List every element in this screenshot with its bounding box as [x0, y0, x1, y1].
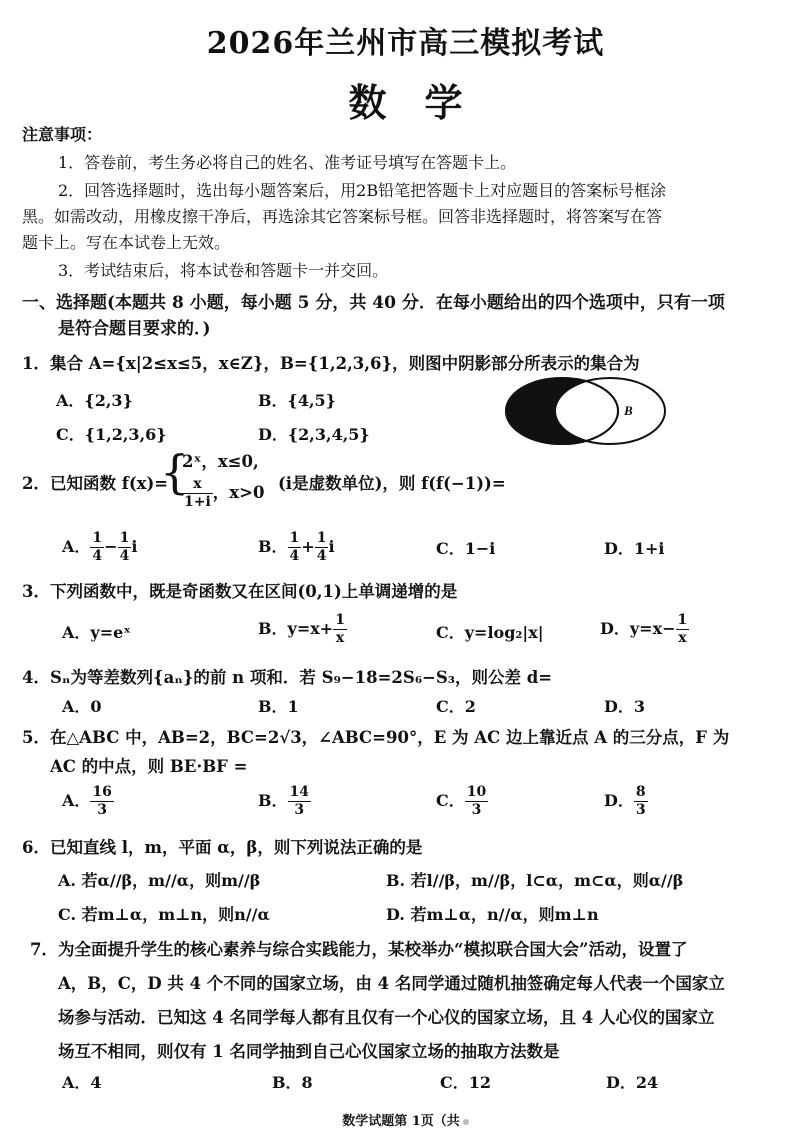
q6-option-a: A. 若α//β，m//α，则m//β: [58, 871, 261, 890]
q3-option-c: C．y=log₂|x|: [436, 623, 544, 642]
q5-option-c: C． $\frac{10}{3}$: [436, 784, 487, 818]
q3-stem: 3．下列函数中，既是奇函数又在区间(0,1)上单调递增的是: [22, 582, 458, 601]
q2-case-2: [182, 476, 264, 511]
q1-option-d: D．{2,3,4,5}: [258, 425, 370, 444]
notice-item-2-line-2: 黑。如需改动，用橡皮擦干净后，再选涂其它答案标号框。回答非选择题时，将答案写在答: [22, 207, 663, 226]
q3-option-d: D．y=x− $\frac{1}{x}$: [600, 612, 688, 646]
section-heading-line-1: 一、选择题(本题共 8 小题，每小题 5 分，共 40 分．在每小题给出的四个选项中，只有一项: [22, 293, 725, 313]
section-heading-line-2: 是符合题目要求的．): [58, 319, 211, 339]
q2-case-2-numerator: x: [182, 476, 213, 494]
q1-option-c: C．{1,2,3,6}: [56, 425, 167, 444]
notice-item-2-line-3: 题卡上。写在本试卷上无效。: [22, 233, 231, 252]
q7-line-1: 7．为全面提升学生的核心素养与综合实践能力，某校举办“模拟联合国大会”活动，设置了: [30, 940, 688, 959]
q2-option-b: B． $\frac{1}{4}$ + $\frac{1}{4}$ i: [258, 530, 335, 564]
q2-brace: {: [160, 445, 190, 499]
q5-option-d: D． $\frac{8}{3}$: [604, 784, 646, 818]
q6-stem: 6．已知直线 l，m，平面 α，β，则下列说法正确的是: [22, 838, 423, 857]
q2-option-a: A． $\frac{1}{4}$ − $\frac{1}{4}$ i: [62, 530, 138, 564]
q2-case-2-condition: ，x>0: [212, 483, 265, 502]
q7-line-4: 场互不相同，则仅有 1 名同学抽到自己心仪国家立场的抽取方法数是: [58, 1042, 560, 1061]
q7-option-c: C．12: [440, 1073, 492, 1092]
q1-option-b: B．{4,5}: [258, 391, 336, 410]
q1-stem: 1．集合 A={x|2≤x≤5，x∈Z}，B={1,2,3,6}，则图中阴影部分所表示的集合为: [22, 354, 640, 373]
q2-prefix: 2．已知函数 f(x)=: [22, 474, 169, 493]
q5-option-b: B． $\frac{14}{3}$: [258, 784, 310, 818]
q7-option-d: D．24: [606, 1073, 659, 1092]
q5-option-a: A． $\frac{16}{3}$: [62, 784, 112, 818]
q2-suffix: (i是虚数单位)，则 f(f(−1))=: [278, 474, 506, 493]
q5-stem-line-2: AC 的中点，则 BE·BF =: [50, 757, 248, 776]
watermark-icon: [463, 1119, 469, 1125]
venn-diagram: [500, 370, 670, 452]
q2-case-2-denominator: 1+i: [184, 494, 211, 510]
q6-option-b: B. 若l//β，m//β，l⊂α，m⊂α，则α//β: [386, 871, 684, 890]
notice-heading: 注意事项：: [22, 125, 103, 144]
q1-option-a: A．{2,3}: [56, 391, 133, 410]
subject-title: 数学: [348, 80, 501, 125]
footer-text: 数学试题第 1页（共: [342, 1114, 460, 1129]
venn-label-b: B: [624, 403, 633, 418]
page-footer: [0, 1110, 811, 1129]
q6-option-d: D. 若m⊥α，n//α，则m⊥n: [386, 905, 599, 924]
notice-item-3: 3．考试结束后，将本试卷和答题卡一并交回。: [58, 261, 389, 280]
q7-line-2: A，B，C，D 共 4 个不同的国家立场，由 4 名同学通过随机抽签确定每人代表一个国家立: [58, 974, 725, 993]
q4-stem: 4．Sₙ为等差数列{aₙ}的前 n 项和．若 S₉−18=2S₆−S₃，则公差 d=: [22, 668, 553, 687]
q7-option-a: A．4: [62, 1073, 102, 1092]
q5-stem-line-1: 5．在△ABC 中，AB=2，BC=2√3，∠ABC=90°，E 为 AC 边上靠近点 A 的三分点，F 为: [22, 728, 730, 747]
q4-option-d: D．3: [604, 697, 646, 716]
q4-option-a: A．0: [62, 697, 102, 716]
q6-option-c: C. 若m⊥α，m⊥n，则n//α: [58, 905, 270, 924]
q3-option-b: B．y=x+ $\frac{1}{x}$: [258, 612, 345, 646]
q7-option-b: B．8: [272, 1073, 313, 1092]
exam-title: 2026年兰州市高三模拟考试: [206, 26, 605, 61]
q4-option-c: C．2: [436, 697, 476, 716]
notice-item-2-line-1: 2．回答选择题时，选出每小题答案后，用2B铅笔把答题卡上对应题目的答案标号框涂: [58, 181, 667, 200]
notice-item-1: 1．答卷前，考生务必将自己的姓名、准考证号填写在答题卡上。: [58, 153, 517, 172]
q4-option-b: B．1: [258, 697, 299, 716]
q3-option-a: A．y=eˣ: [62, 623, 131, 642]
q2-case-1: 2ˣ，x≤0,: [182, 452, 259, 471]
q7-line-3: 场参与活动．已知这 4 名同学每人都有且仅有一个心仪的国家立场，且 4 人心仪的国家立: [58, 1008, 715, 1027]
q2-option-d: D．1+i: [604, 539, 665, 558]
q2-option-c: C．1−i: [436, 539, 496, 558]
